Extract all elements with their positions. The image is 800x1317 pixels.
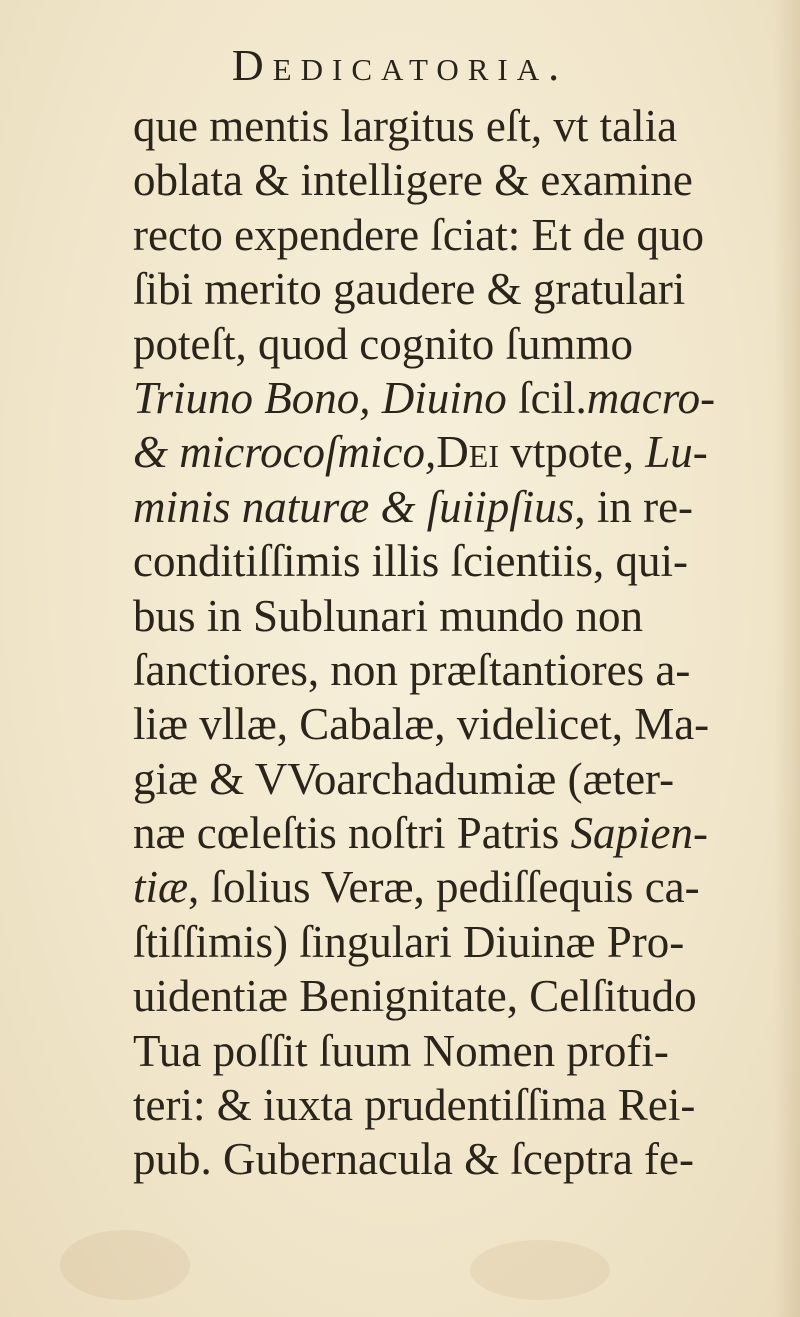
line-text: teri: & iuxta prudentiſſima Rei- [133, 1080, 696, 1131]
running-header [0, 40, 800, 91]
line-text: ſcil. [506, 372, 587, 423]
line-text: recto expendere ſciat: Et de quo [133, 209, 704, 260]
text-line-4 [133, 262, 783, 316]
line-text: Tua poſſit ſuum Nomen profi- [133, 1025, 669, 1076]
text-line-20 [133, 1132, 783, 1186]
dedication-body [133, 99, 783, 1187]
line-text: ſanctiores, non præſtantiores a- [133, 644, 691, 695]
line-text: bus in Sublunari mundo non [133, 590, 644, 641]
text-line-11 [133, 643, 783, 697]
italic-phrase: minis naturæ & ſuiipſius [133, 481, 575, 532]
small-caps-word: Dei [436, 427, 499, 478]
italic-phrase: Sapien- [570, 808, 708, 859]
line-text: ſtiſſimis) ſingulari Diuinæ Pro- [133, 916, 685, 967]
italic-phrase: tiæ [133, 862, 189, 913]
running-header-text: Dedicatoria. [231, 41, 569, 90]
line-text: que mentis largitus eſt, vt talia [133, 101, 678, 151]
line-text: giæ & VVoarchadumiæ (æter- [133, 753, 675, 804]
text-line-5 [133, 317, 783, 371]
paper-stain [470, 1240, 610, 1300]
line-text: conditiſſimis illis ſcientiis, qui- [133, 536, 688, 587]
italic-phrase: Triuno Bono, Diuino [133, 372, 507, 423]
italic-phrase: Lu- [645, 427, 708, 478]
text-line-16 [133, 915, 783, 969]
line-text: uidentiæ Benignitate, Celſitudo [133, 971, 697, 1022]
text-line-14 [133, 806, 783, 860]
text-line-18 [133, 1024, 783, 1078]
line-text: liæ vllæ, Cabalæ, videlicet, Ma- [133, 699, 710, 750]
text-line-6 [133, 371, 783, 425]
line-text: poteſt, quod cognito ſummo [133, 318, 633, 369]
paper-stain [60, 1230, 190, 1300]
text-line-13 [133, 752, 783, 806]
text-line-15 [133, 860, 783, 914]
italic-phrase: macro- [586, 372, 716, 423]
text-line-9 [133, 534, 783, 588]
italic-phrase: & microcoſmico, [133, 427, 437, 478]
line-text: ſibi merito gaudere & gratulari [133, 264, 686, 315]
text-line-10 [133, 589, 783, 643]
line-text: næ cœleſtis noſtri Patris [133, 808, 571, 859]
line-text: , in re- [574, 481, 694, 532]
text-line-12 [133, 697, 783, 751]
line-text: , ſolius Veræ, pediſſequis ca- [188, 862, 700, 913]
text-line-7 [133, 425, 783, 479]
line-text: vtpote, [498, 427, 646, 478]
line-text: pub. Gubernacula & ſceptra fe- [133, 1134, 694, 1185]
line-text: oblata & intelligere & examine [133, 155, 693, 206]
text-line-17 [133, 969, 783, 1023]
text-line-19 [133, 1078, 783, 1132]
text-line-3 [133, 208, 783, 262]
text-line-8 [133, 480, 783, 534]
text-line-2 [133, 153, 783, 207]
text-line-1 [133, 99, 783, 153]
